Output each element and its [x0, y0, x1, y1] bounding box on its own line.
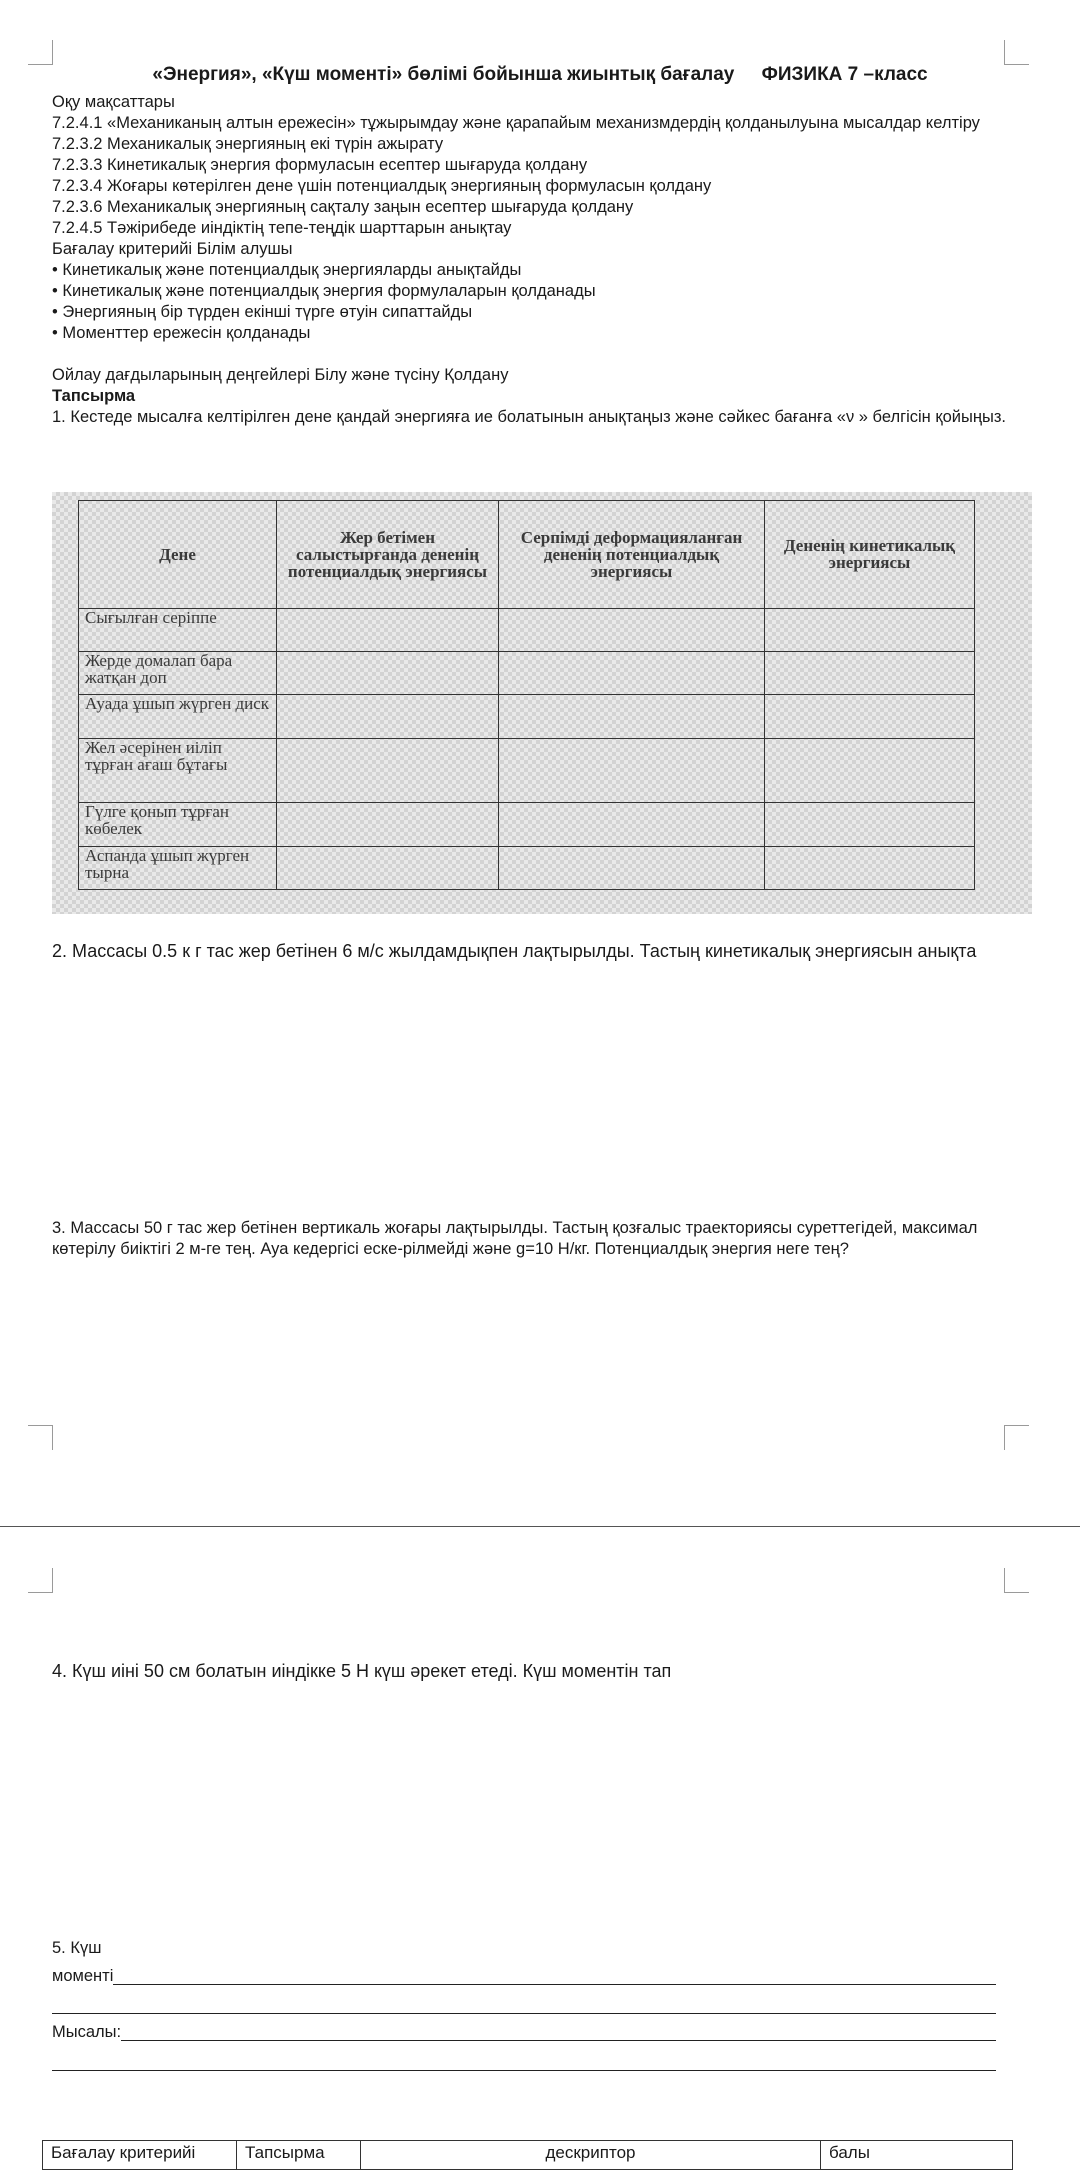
header-potential-elastic: Серпімді деформацияланған дененің потенциалдық энергиясы [499, 501, 765, 609]
page-corner-mark [1004, 1425, 1029, 1450]
page-corner-mark [1004, 1568, 1029, 1593]
answer-cell[interactable] [765, 846, 975, 889]
answer-cell[interactable] [277, 738, 499, 802]
question-3: 3. Массасы 50 г тас жер бетінен вертикаль жоғары лақтырылды. Тастың қозғалыс траекториясы суреттегідей, максимал көтерілу биіктігі 2 м-ге тең. Ауа кедергісі еске-рілмейді және g=10 Н/кг. Потенциалдық энергия неге тең? [52, 1219, 978, 1258]
header-body: Дене [79, 501, 277, 609]
table-row [79, 652, 975, 695]
thinking-levels: Ойлау дағдыларының деңгейлері Білу және түсіну Қолдану [52, 366, 509, 384]
criteria-header-row [43, 2141, 1013, 2170]
objective-item: 7.2.3.3 Кинетикалық энергия формуласын есептер шығаруда қолдану [52, 156, 588, 174]
criteria-header-cell: Бағалау критерийі [43, 2141, 237, 2170]
answer-cell[interactable] [277, 695, 499, 738]
table-row [79, 846, 975, 889]
answer-cell[interactable] [277, 652, 499, 695]
criteria-header-cell: Тапсырма [237, 2141, 361, 2170]
page-separator [0, 1526, 1080, 1527]
answer-line[interactable] [52, 2070, 996, 2071]
objective-item: 7.2.3.6 Механикалық энергияның сақталу заңын есептер шығаруда қолдану [52, 198, 634, 216]
row-body-name: Сығылған серіппе [79, 608, 277, 651]
moment-label: моменті [52, 1967, 114, 1985]
question-5-moment-line [52, 1966, 996, 1987]
table-row [79, 608, 975, 651]
answer-cell[interactable] [499, 652, 765, 695]
objective-item: 7.2.3.2 Механикалық энергияның екі түрін ажырату [52, 135, 444, 153]
question-5-label: 5. Күш [52, 1939, 102, 1957]
table-row [79, 738, 975, 802]
table-row [79, 695, 975, 738]
question-2: 2. Массасы 0.5 к г тас жер бетінен 6 м/с жылдамдықпен лақтырылды. Тастың кинетикалық энергиясын анықта [52, 941, 977, 961]
objectives-section [52, 92, 1042, 428]
criteria-item: • Кинетикалық және потенциалдық энергияларды анықтайды [52, 261, 522, 279]
answer-line[interactable] [121, 2022, 996, 2041]
table-row [79, 803, 975, 846]
answer-cell[interactable] [499, 738, 765, 802]
criteria-heading: Бағалау критерийі Білім алушы [52, 240, 293, 258]
answer-cell[interactable] [765, 695, 975, 738]
header-potential-ground: Жер бетімен салыстырғанда дененің потенциалдық энергиясы [277, 501, 499, 609]
header-kinetic: Дененің кинетикалық энергиясы [765, 501, 975, 609]
row-body-name: Гүлге қонып тұрған көбелек [79, 803, 277, 846]
objective-item: 7.2.4.1 «Механиканың алтын ережесін» тұжырымдау және қарапайым механизмдердің қолданылуына мысалдар келтіру [52, 114, 980, 132]
answer-cell[interactable] [277, 608, 499, 651]
example-label: Мысалы: [52, 2023, 122, 2041]
page-corner-mark [28, 40, 53, 65]
page-corner-mark [28, 1425, 53, 1450]
objective-item: 7.2.4.5 Тәжірибеде иіндіктің тепе-теңдік шарттарын анықтау [52, 219, 512, 237]
answer-line[interactable] [113, 1966, 996, 1985]
answer-cell[interactable] [765, 652, 975, 695]
energy-table [78, 500, 975, 890]
task-1-text: 1. Кестеде мысалға келтірілген дене қандай энергияға ие болатынын анықтаңыз және сәйкес бағанға «ν » белгісін қойыңыз. [52, 408, 1006, 426]
page-corner-mark [1004, 40, 1029, 65]
spacer [52, 344, 1042, 365]
page-corner-mark [28, 1568, 53, 1593]
criteria-header-cell: дескриптор [361, 2141, 821, 2170]
row-body-name: Жел әсерінен иіліп тұрған ағаш бұтағы [79, 738, 277, 802]
criteria-item: • Кинетикалық және потенциалдық энергия формулаларын қолданады [52, 282, 596, 300]
answer-line[interactable] [52, 2013, 996, 2014]
energy-table-image [52, 492, 1032, 914]
answer-cell[interactable] [499, 608, 765, 651]
criteria-item: • Энергияның бір түрден екінші түрге өтуін сипаттайды [52, 303, 473, 321]
row-body-name: Ауада ұшып жүрген диск [79, 695, 277, 738]
title-main: «Энергия», «Күш моменті» бөлімі бойынша жиынтық бағалау [152, 64, 735, 85]
question-5-example-line [52, 2022, 996, 2043]
answer-cell[interactable] [765, 803, 975, 846]
objectives-heading: Оқу мақсаттары [52, 93, 175, 111]
answer-cell[interactable] [499, 695, 765, 738]
answer-cell[interactable] [277, 846, 499, 889]
row-body-name: Аспанда ұшып жүрген тырна [79, 846, 277, 889]
answer-cell[interactable] [277, 803, 499, 846]
answer-cell[interactable] [765, 608, 975, 651]
answer-cell[interactable] [499, 803, 765, 846]
table-header-row [79, 501, 975, 609]
page-title [0, 64, 1080, 86]
question-4: 4. Күш иіні 50 см болатын иіндікке 5 Н күш әрекет етеді. Күш моментін тап [52, 1661, 672, 1681]
objective-item: 7.2.3.4 Жоғары көтерілген дене үшін потенциалдық энергияның формуласын қолдану [52, 177, 712, 195]
criteria-header-cell: балы [821, 2141, 1013, 2170]
answer-cell[interactable] [499, 846, 765, 889]
task-heading: Тапсырма [52, 387, 136, 405]
row-body-name: Жерде домалап бара жатқан доп [79, 652, 277, 695]
criteria-table [42, 2140, 1013, 2170]
answer-cell[interactable] [765, 738, 975, 802]
title-subject: ФИЗИКА 7 –класс [761, 64, 928, 85]
criteria-item: • Моменттер ережесін қолданады [52, 324, 311, 342]
